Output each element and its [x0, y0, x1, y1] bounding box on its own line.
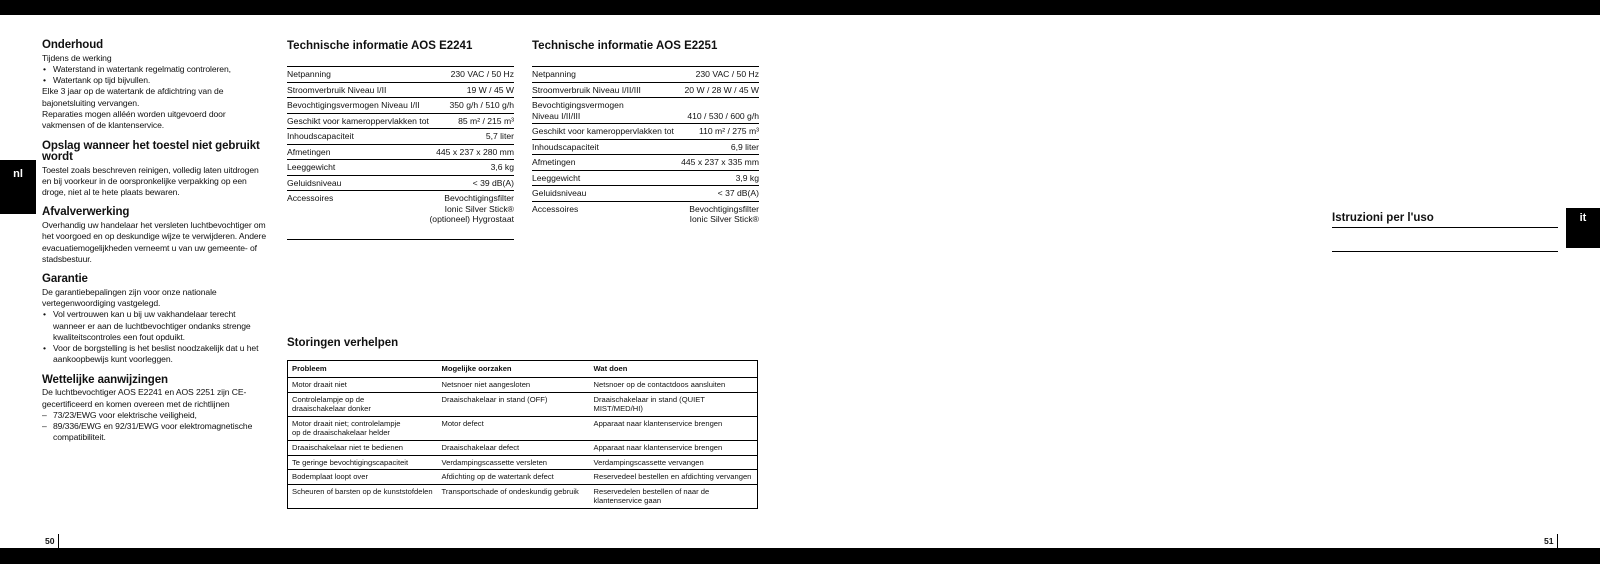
onderhoud-p2: Reparaties mogen alléén worden uitgevoerd door vakmensen of de klantenservice. [42, 108, 226, 131]
cell-cause: Transportschade of ondeskundig gebruik [438, 484, 590, 508]
spec-row [287, 175, 514, 191]
table-row [288, 378, 758, 393]
cell-action: Apparaat naar klantenservice brengen [590, 416, 758, 440]
spec-label: Leeggewicht [532, 170, 679, 186]
spec1-table [287, 66, 514, 227]
troubleshoot-title: Storingen verhelpen [287, 337, 399, 349]
spec-row [287, 129, 514, 145]
spec-row [287, 82, 514, 98]
spec-label: Stroomverbruik Niveau I/II [287, 82, 429, 98]
spec-row [532, 124, 759, 140]
table-row [288, 440, 758, 455]
spec-value: 445 x 237 x 280 mm [429, 144, 514, 160]
spec-value: 445 x 237 x 335 mm [679, 155, 759, 171]
spec-value: 410 / 530 / 600 g/h [679, 98, 759, 124]
section-garantie [42, 274, 269, 366]
title-rule-top [1332, 227, 1558, 228]
spec-value: 5,7 liter [429, 129, 514, 145]
accessory-line: (optioneel) Hygrostaat [429, 214, 514, 224]
spec-label: Afmetingen [532, 155, 679, 171]
spec-value [429, 191, 514, 227]
spec-row [287, 113, 514, 129]
cell-problem: Motor draait niet [288, 378, 438, 393]
wettelijk-dashes [42, 410, 269, 444]
spec-row [532, 155, 759, 171]
table-header-row [288, 361, 758, 378]
cell-cause: Verdampingscassette versleten [438, 455, 590, 470]
spec-value: 230 VAC / 50 Hz [429, 67, 514, 83]
onderhoud-heading: Onderhoud [42, 39, 104, 51]
spec-label: Netpanning [287, 67, 429, 83]
cell-action: Draaischakelaar in stand (QUIET MIST/MED/HI) [590, 392, 758, 416]
spec-value: < 37 dB(A) [679, 186, 759, 202]
spec-value: 85 m² / 215 m³ [429, 113, 514, 129]
accessory-line: Bevochtigingsfilter [689, 203, 759, 214]
spec-row [287, 144, 514, 160]
spec-row-accessories [532, 201, 759, 227]
spec-label: Geluidsniveau [287, 175, 429, 191]
page-number-right: 51 [1544, 534, 1558, 548]
spec-row [287, 98, 514, 114]
section-opslag [42, 141, 269, 199]
cell-cause: Netsnoer niet aangesloten [438, 378, 590, 393]
cell-problem: Draaischakelaar niet te bedienen [288, 440, 438, 455]
cell-problem: Scheuren of barsten op de kunststofdelen [288, 484, 438, 508]
cell-problem: Controlelampje op de draaischakelaar donker [288, 392, 438, 416]
top-black-bar [0, 0, 1600, 15]
list-item: • Waterstand in watertank regelmatig controleren, [42, 64, 269, 75]
title-rule-bottom [1332, 251, 1558, 252]
page-number-left: 50 [45, 534, 59, 548]
spec-label: Inhoudscapaciteit [532, 139, 679, 155]
spec1-title: Technische informatie AOS E2241 [287, 40, 473, 52]
opslag-text: Toestel zoals beschreven reinigen, volledig laten uitdrogen en bij voorkeur in de oorspronkelijke verpakking op een droge, niet al te hete plaats bewaren. [42, 164, 259, 198]
section-onderhoud [42, 40, 269, 132]
table-row [288, 416, 758, 440]
language-tab-it: it [1566, 208, 1600, 248]
wettelijk-text: De luchtbevochtiger AOS E2241 en AOS 2251 zijn CE-gecertificeerd en komen overeen met de richtlijnen [42, 387, 247, 409]
list-item: – 89/336/EWG en 92/31/EWG voor elektromagnetische compatibiliteit. [42, 421, 269, 444]
italian-instructions-title: Istruzioni per l'uso [1332, 212, 1434, 224]
spec-table-e2241 [287, 40, 514, 240]
spec-row [532, 186, 759, 202]
spec-label: Stroomverbruik Niveau I/II/III [532, 82, 679, 98]
cell-action: Reservedelen bestellen of naar de klantenservice gaan [590, 484, 758, 508]
cell-action: Netsnoer op de contactdoos aansluiten [590, 378, 758, 393]
spec-row [532, 82, 759, 98]
cell-action: Reservedeel bestellen en afdichting vervangen [590, 470, 758, 485]
section-afvalverwerking [42, 207, 269, 265]
spec-value [679, 201, 759, 227]
spec-row-accessories [287, 191, 514, 227]
afval-text: Overhandig uw handelaar het versleten luchtbevochtiger om het voorgoed en op deskundige wijze te verwijderen. Andere evacuatiemogelijkheden verneemt u van uw gemeente- of stadsbestuur. [42, 219, 266, 264]
section-wettelijk [42, 375, 269, 444]
spec1-end-rule [287, 239, 514, 240]
language-tab-nl: nl [0, 160, 36, 214]
accessory-line: Bevochtigingsfilter [444, 193, 514, 203]
spec-value: 3,6 kg [429, 160, 514, 176]
cell-action: Verdampingscassette vervangen [590, 455, 758, 470]
spec-value: 230 VAC / 50 Hz [679, 67, 759, 83]
cell-cause: Afdichting op de watertank defect [438, 470, 590, 485]
spec-value: 350 g/h / 510 g/h [429, 98, 514, 114]
list-item: – 73/23/EWG voor elektrische veiligheid, [42, 410, 269, 421]
cell-problem: Motor draait niet; controlelampje op de draaischakelaar helder [288, 416, 438, 440]
spec2-title: Technische informatie AOS E2251 [532, 40, 718, 52]
header-causes: Mogelijke oorzaken [438, 361, 590, 378]
cell-cause: Draaischakelaar defect [438, 440, 590, 455]
onderhoud-p1: Elke 3 jaar op de watertank de afdichtring van de bajonetsluiting vervangen. [42, 86, 224, 108]
header-action: Wat doen [590, 361, 758, 378]
spec-label: Geschikt voor kameroppervlakken tot [532, 124, 679, 140]
spec-label: Geschikt voor kameroppervlakken tot [287, 113, 429, 129]
spec-label: Bevochtigingsvermogen Niveau I/II [287, 98, 429, 114]
spec-value: < 39 dB(A) [429, 175, 514, 191]
list-item: • Vol vertrouwen kan u bij uw vakhandelaar terecht wanneer er aan de luchtbevochtiger ondanks strenge kwaliteitscontroles een fout opduikt. [42, 309, 269, 343]
spec-row [287, 67, 514, 83]
garantie-text: De garantiebepalingen zijn voor onze nationale vertegenwoordiging vastgelegd. [42, 286, 217, 308]
header-problem: Probleem [288, 361, 438, 378]
cell-action: Apparaat naar klantenservice brengen [590, 440, 758, 455]
spec2-table [532, 66, 759, 227]
opslag-heading: Opslag wanneer het toestel niet gebruikt wordt [42, 139, 260, 164]
spec-value: 6,9 liter [679, 139, 759, 155]
wettelijk-heading: Wettelijke aanwijzingen [42, 373, 168, 386]
onderhoud-intro: Tijdens de werking [42, 52, 112, 63]
accessory-line: Ionic Silver Stick® [444, 203, 514, 214]
garantie-heading: Garantie [42, 273, 88, 286]
spec-label: Accessoires [532, 203, 579, 214]
spec-value: 19 W / 45 W [429, 82, 514, 98]
spec-label: Afmetingen [287, 144, 429, 160]
spec-table-e2251 [532, 40, 759, 227]
spec-row [287, 160, 514, 176]
garantie-bullets [42, 309, 269, 365]
spec-row [532, 170, 759, 186]
cell-problem: Bodemplaat loopt over [288, 470, 438, 485]
spec-label: Accessoires [287, 193, 334, 203]
table-row [288, 455, 758, 470]
cell-cause: Draaischakelaar in stand (OFF) [438, 392, 590, 416]
spec-value: 20 W / 28 W / 45 W [679, 82, 759, 98]
cell-cause: Motor defect [438, 416, 590, 440]
spec-label: Geluidsniveau [532, 186, 679, 202]
maintenance-column [42, 40, 269, 453]
afval-heading: Afvalverwerking [42, 206, 130, 219]
table-row [288, 470, 758, 485]
spec-label: Inhoudscapaciteit [287, 129, 429, 145]
table-row [288, 484, 758, 508]
cell-problem: Te geringe bevochtigingscapaciteit [288, 455, 438, 470]
bottom-black-bar [0, 548, 1600, 564]
onderhoud-bullets [42, 64, 269, 87]
troubleshoot-table [287, 360, 758, 509]
spec-label: Bevochtigingsvermogen Niveau I/II/III [532, 98, 679, 124]
spec-label: Netpanning [532, 67, 679, 83]
spec-value: 110 m² / 275 m³ [679, 124, 759, 140]
spec-value: 3,9 kg [679, 170, 759, 186]
accessory-line: Ionic Silver Stick® [689, 214, 759, 224]
spec-row [532, 98, 759, 124]
list-item: • Watertank op tijd bijvullen. [42, 75, 269, 86]
spec-row [532, 67, 759, 83]
spec-row [532, 139, 759, 155]
spec-label: Leeggewicht [287, 160, 429, 176]
table-row [288, 392, 758, 416]
list-item: • Voor de borgstelling is het beslist noodzakelijk dat u het aankoopbewijs kunt voorleggen. [42, 343, 269, 366]
